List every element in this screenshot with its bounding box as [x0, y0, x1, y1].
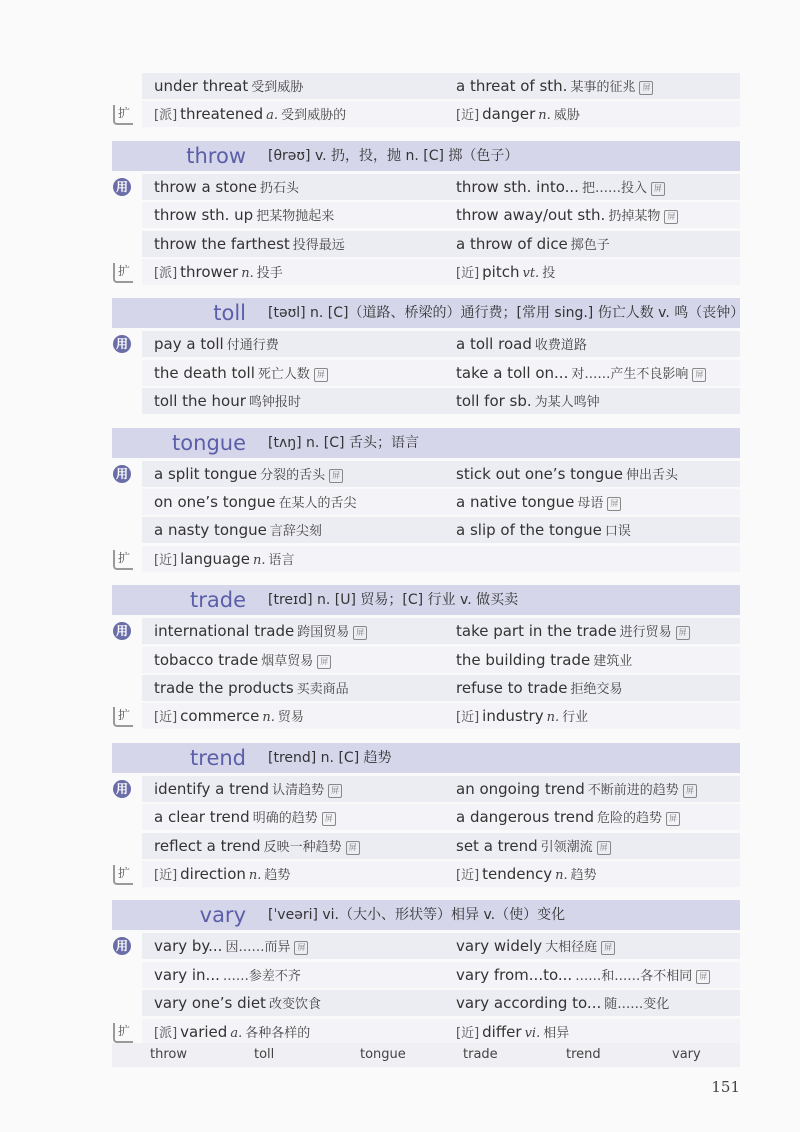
headword: tongue [172, 430, 246, 455]
example-badge-icon: 屏 [666, 812, 680, 826]
chinese-translation: 各种各样的 [245, 1025, 311, 1041]
usage-icon: 用 [113, 622, 131, 640]
phrase-right [456, 962, 736, 988]
english-phrase: a slip of the tongue [456, 521, 602, 540]
english-phrase: pitch [482, 263, 520, 281]
chinese-translation: 掷色子 [570, 237, 610, 253]
phrase-left [154, 517, 444, 543]
phrase-right [456, 461, 736, 487]
phrase-right [456, 101, 736, 127]
relation-tag: [近] [456, 266, 480, 281]
example-badge-icon: 屏 [692, 368, 706, 382]
chinese-translation: 明确的趋势 [252, 811, 318, 827]
english-phrase: take a toll on... [456, 363, 569, 382]
example-badge-icon: 屏 [683, 784, 697, 798]
example-badge-icon: 屏 [639, 81, 653, 95]
phrase-left [154, 675, 444, 701]
part-of-speech: n. [538, 108, 551, 124]
chinese-translation: 投 [542, 266, 556, 281]
phrase-row [142, 517, 740, 543]
example-badge-icon: 屏 [353, 626, 367, 640]
english-phrase: vary in... [154, 965, 220, 984]
example-badge-icon: 屏 [607, 497, 621, 511]
part-of-speech: n. [555, 868, 568, 883]
phrase-right [456, 546, 736, 572]
relation-tag: [近] [456, 868, 480, 883]
example-badge-icon: 屏 [696, 970, 710, 984]
example-badge-icon: 屏 [322, 812, 336, 826]
part-of-speech: vi. [524, 1025, 541, 1041]
chinese-translation: 威胁 [553, 108, 580, 124]
chinese-translation: ……和……各不相同 [575, 968, 693, 984]
english-phrase: thrower [180, 263, 239, 281]
english-phrase: refuse to trade [456, 679, 568, 697]
chinese-translation: 为某人鸣钟 [534, 395, 600, 411]
phrase-row [142, 861, 740, 887]
english-phrase: vary from...to... [456, 965, 573, 984]
footer-word: trade [463, 1047, 498, 1062]
entry-header-vary [112, 900, 740, 930]
relation-tag: [派] [154, 108, 178, 124]
example-badge-icon: 屏 [314, 368, 328, 382]
english-phrase: pay a toll [154, 335, 224, 354]
phrase-right [456, 489, 736, 515]
example-badge-icon: 屏 [328, 784, 342, 798]
phrase-left [154, 703, 444, 729]
usage-icon: 用 [113, 178, 131, 196]
english-phrase: a nasty tongue [154, 521, 267, 540]
phrase-left [154, 647, 444, 673]
phrase-row [142, 804, 740, 830]
english-phrase: international trade [154, 622, 295, 641]
entry-header-throw [112, 141, 740, 171]
part-of-speech: a. [266, 108, 279, 124]
phrase-row [142, 461, 740, 487]
chinese-translation: 扔掉某物 [608, 209, 661, 225]
phrase-right [456, 675, 736, 701]
phrase-left [154, 202, 444, 228]
phrase-right [456, 202, 736, 228]
extend-icon: 扩 [113, 263, 133, 283]
example-badge-icon: 屏 [601, 941, 615, 955]
headword: throw [186, 143, 246, 168]
example-badge-icon: 屏 [597, 841, 611, 855]
extend-icon: 扩 [113, 707, 133, 727]
phrase-left [154, 174, 444, 200]
definition: [treɪd] n. [U] 贸易；[C] 行业 v. 做买卖 [268, 592, 519, 609]
usage-icon: 用 [113, 780, 131, 798]
chinese-translation: 烟草贸易 [261, 653, 314, 669]
english-phrase: toll the hour [154, 392, 246, 411]
english-phrase: commerce [180, 707, 260, 726]
phrase-row [142, 776, 740, 802]
phrase-row [142, 360, 740, 386]
english-phrase: an ongoing trend [456, 779, 585, 798]
phrase-row [142, 101, 740, 127]
headword: trade [190, 588, 246, 613]
example-badge-icon: 屏 [664, 210, 678, 224]
phrase-left [154, 804, 444, 830]
chinese-translation: 投得最远 [292, 237, 345, 253]
part-of-speech: n. [546, 710, 560, 726]
phrase-right [456, 933, 736, 959]
chinese-translation: 趋势 [570, 868, 597, 883]
phrase-right [456, 517, 736, 543]
english-phrase: differ [482, 1022, 522, 1041]
page-number: 151 [711, 1078, 740, 1096]
english-phrase: take part in the trade [456, 622, 617, 641]
english-phrase: the building trade [456, 650, 591, 669]
chinese-translation: 把某物抛起来 [256, 209, 335, 225]
phrase-left [154, 73, 444, 99]
english-phrase: a split tongue [154, 464, 258, 483]
chinese-translation: 因……而异 [225, 940, 291, 956]
extend-icon: 扩 [113, 105, 133, 125]
chinese-translation: 改变饮食 [268, 997, 321, 1013]
english-phrase: danger [482, 105, 536, 124]
example-badge-icon: 屏 [676, 626, 690, 640]
english-phrase: toll for sb. [456, 392, 532, 411]
phrase-left [154, 861, 444, 887]
example-badge-icon: 屏 [329, 469, 343, 483]
chinese-translation: 反映一种趋势 [263, 839, 342, 855]
part-of-speech: n. [241, 266, 254, 281]
phrase-row [142, 1019, 740, 1045]
chinese-translation: 母语 [577, 496, 604, 511]
phrase-right [456, 804, 736, 830]
example-badge-icon: 屏 [317, 655, 331, 669]
example-badge-icon: 屏 [651, 182, 665, 196]
english-phrase: stick out one’s tongue [456, 464, 623, 483]
english-phrase: vary widely [456, 937, 543, 956]
definition: [tʌŋ] n. [C] 舌头；语言 [268, 434, 419, 451]
entry-header-trend [112, 743, 740, 773]
phrase-right [456, 618, 736, 644]
english-phrase: a throw of dice [456, 234, 568, 253]
phrase-row [142, 231, 740, 257]
english-phrase: set a trend [456, 836, 538, 855]
headword: toll [213, 301, 246, 326]
chinese-translation: 口误 [604, 524, 631, 540]
phrase-right [456, 331, 736, 357]
phrase-left [154, 489, 444, 515]
relation-tag: [近] [456, 108, 480, 124]
relation-tag: [近] [154, 710, 178, 726]
chinese-translation: 把……投入 [581, 180, 647, 196]
phrase-row [142, 618, 740, 644]
relation-tag: [派] [154, 266, 178, 281]
phrase-left [154, 546, 444, 572]
phrase-left [154, 990, 444, 1016]
part-of-speech: vt. [522, 266, 540, 281]
phrase-right [456, 231, 736, 257]
phrase-row [142, 388, 740, 414]
chinese-translation: 行业 [562, 710, 589, 726]
english-phrase: a clear trend [154, 808, 250, 827]
chinese-translation: 跨国贸易 [297, 625, 350, 641]
phrase-row [142, 933, 740, 959]
phrase-left [154, 331, 444, 357]
definition: [trend] n. [C] 趋势 [268, 749, 392, 766]
footer-word: toll [254, 1047, 275, 1062]
phrase-row [142, 833, 740, 859]
chinese-translation: 不断前进的趋势 [587, 782, 679, 798]
chinese-translation: 买卖商品 [296, 682, 349, 697]
chinese-translation: 投手 [256, 266, 283, 281]
relation-tag: [近] [456, 710, 480, 726]
english-phrase: throw a stone [154, 177, 258, 196]
phrase-right [456, 833, 736, 859]
chinese-translation: 死亡人数 [257, 366, 310, 382]
chinese-translation: 鸣钟报时 [248, 395, 301, 411]
phrase-right [456, 73, 736, 99]
footer-word: throw [150, 1047, 187, 1062]
english-phrase: a native tongue [456, 493, 575, 511]
phrase-left [154, 618, 444, 644]
phrase-row [142, 546, 740, 572]
chinese-translation: 受到威胁的 [281, 108, 347, 124]
phrase-left [154, 833, 444, 859]
english-phrase: throw the farthest [154, 234, 290, 253]
phrase-row [142, 675, 740, 701]
chinese-translation: 认清趋势 [272, 782, 325, 798]
phrase-row [142, 202, 740, 228]
english-phrase: on one’s tongue [154, 493, 276, 511]
english-phrase: identify a trend [154, 779, 270, 798]
phrase-right [456, 861, 736, 887]
chinese-translation: 扔石头 [260, 180, 300, 196]
phrase-right [456, 174, 736, 200]
phrase-row [142, 703, 740, 729]
english-phrase: throw sth. up [154, 206, 254, 225]
chinese-translation: 在某人的舌尖 [278, 496, 357, 511]
chinese-translation: 对……产生不良影响 [571, 366, 689, 382]
phrase-left [154, 461, 444, 487]
chinese-translation: 语言 [268, 552, 295, 568]
chinese-translation: 受到威胁 [251, 80, 304, 95]
relation-tag: [近] [456, 1025, 480, 1041]
english-phrase: vary according to... [456, 994, 602, 1013]
footer-word-index [112, 1043, 740, 1067]
footer-word: tongue [360, 1047, 406, 1062]
english-phrase: throw away/out sth. [456, 206, 606, 225]
chinese-translation: 危险的趋势 [597, 811, 663, 827]
phrase-right [456, 388, 736, 414]
phrase-row [142, 73, 740, 99]
chinese-translation: 分裂的舌头 [260, 467, 326, 483]
extend-icon: 扩 [113, 865, 133, 885]
phrase-left [154, 933, 444, 959]
definition: [θrəʊ] v. 扔，投，抛 n. [C] 掷（色子） [268, 147, 519, 164]
chinese-translation: 趋势 [264, 868, 291, 883]
chinese-translation: 建筑业 [593, 653, 633, 669]
phrase-right [456, 647, 736, 673]
chinese-translation: 收费道路 [534, 338, 587, 354]
english-phrase: direction [180, 865, 246, 883]
english-phrase: throw sth. into... [456, 177, 579, 196]
phrase-row [142, 647, 740, 673]
chinese-translation: 言辞尖刻 [269, 524, 322, 540]
phrase-left [154, 259, 444, 285]
entry-header-trade [112, 585, 740, 615]
chinese-translation: 相异 [543, 1025, 570, 1041]
usage-icon: 用 [113, 465, 131, 483]
entry-header-tongue [112, 428, 740, 458]
phrase-row [142, 990, 740, 1016]
english-phrase: a threat of sth. [456, 77, 568, 95]
usage-icon: 用 [113, 937, 131, 955]
chinese-translation: 进行贸易 [619, 625, 672, 641]
english-phrase: industry [482, 707, 544, 726]
english-phrase: the death toll [154, 363, 255, 382]
headword: vary [199, 903, 246, 928]
phrase-left [154, 388, 444, 414]
phrase-left [154, 962, 444, 988]
english-phrase: trade the products [154, 679, 294, 697]
phrase-left [154, 1019, 444, 1045]
usage-icon: 用 [113, 335, 131, 353]
part-of-speech: n. [262, 710, 275, 726]
footer-word: vary [672, 1047, 701, 1062]
chinese-translation: 随……变化 [604, 997, 670, 1013]
english-phrase: language [180, 549, 250, 568]
footer-word: trend [566, 1047, 601, 1062]
part-of-speech: n. [253, 552, 266, 568]
relation-tag: [近] [154, 868, 178, 883]
phrase-row [142, 489, 740, 515]
english-phrase: under threat [154, 77, 249, 95]
phrase-right [456, 259, 736, 285]
phrase-right [456, 776, 736, 802]
chinese-translation: 某事的征兆 [570, 80, 636, 95]
example-badge-icon: 屏 [346, 841, 360, 855]
english-phrase: reflect a trend [154, 836, 261, 855]
extend-icon: 扩 [113, 1023, 133, 1043]
phrase-row [142, 331, 740, 357]
relation-tag: [近] [154, 552, 178, 568]
chinese-translation: 拒绝交易 [570, 682, 623, 697]
definition: [təʊl] n. [C]（道路、桥梁的）通行费；[常用 sing.] 伤亡人数 v. 鸣（丧钟） [268, 305, 745, 322]
part-of-speech: n. [248, 868, 262, 883]
chinese-translation: 引领潮流 [540, 839, 593, 855]
chinese-translation: 大相径庭 [545, 940, 598, 956]
phrase-left [154, 231, 444, 257]
english-phrase: vary one’s diet [154, 994, 266, 1013]
phrase-left [154, 101, 444, 127]
english-phrase: varied [180, 1022, 228, 1041]
english-phrase: a toll road [456, 335, 532, 354]
english-phrase: vary by... [154, 937, 223, 956]
headword: trend [190, 745, 246, 770]
chinese-translation: ……参差不齐 [222, 968, 301, 984]
phrase-row [142, 174, 740, 200]
phrase-right [456, 990, 736, 1016]
phrase-right [456, 703, 736, 729]
definition: [ˈveəri] vi.（大小、形状等）相异 v.（使）变化 [268, 907, 566, 924]
extend-icon: 扩 [113, 550, 133, 570]
chinese-translation: 伸出舌头 [626, 467, 679, 483]
english-phrase: a dangerous trend [456, 808, 595, 827]
chinese-translation: 贸易 [277, 710, 304, 726]
english-phrase: tobacco trade [154, 650, 259, 669]
example-badge-icon: 屏 [294, 941, 308, 955]
entry-header-toll [112, 298, 745, 328]
phrase-left [154, 776, 444, 802]
english-phrase: tendency [482, 865, 553, 883]
phrase-right [456, 360, 736, 386]
chinese-translation: 付通行费 [226, 338, 279, 354]
phrase-row [142, 259, 740, 285]
relation-tag: [派] [154, 1025, 178, 1041]
part-of-speech: a. [230, 1025, 243, 1041]
phrase-right [456, 1019, 736, 1045]
english-phrase: threatened [180, 105, 264, 124]
phrase-left [154, 360, 444, 386]
phrase-row [142, 962, 740, 988]
